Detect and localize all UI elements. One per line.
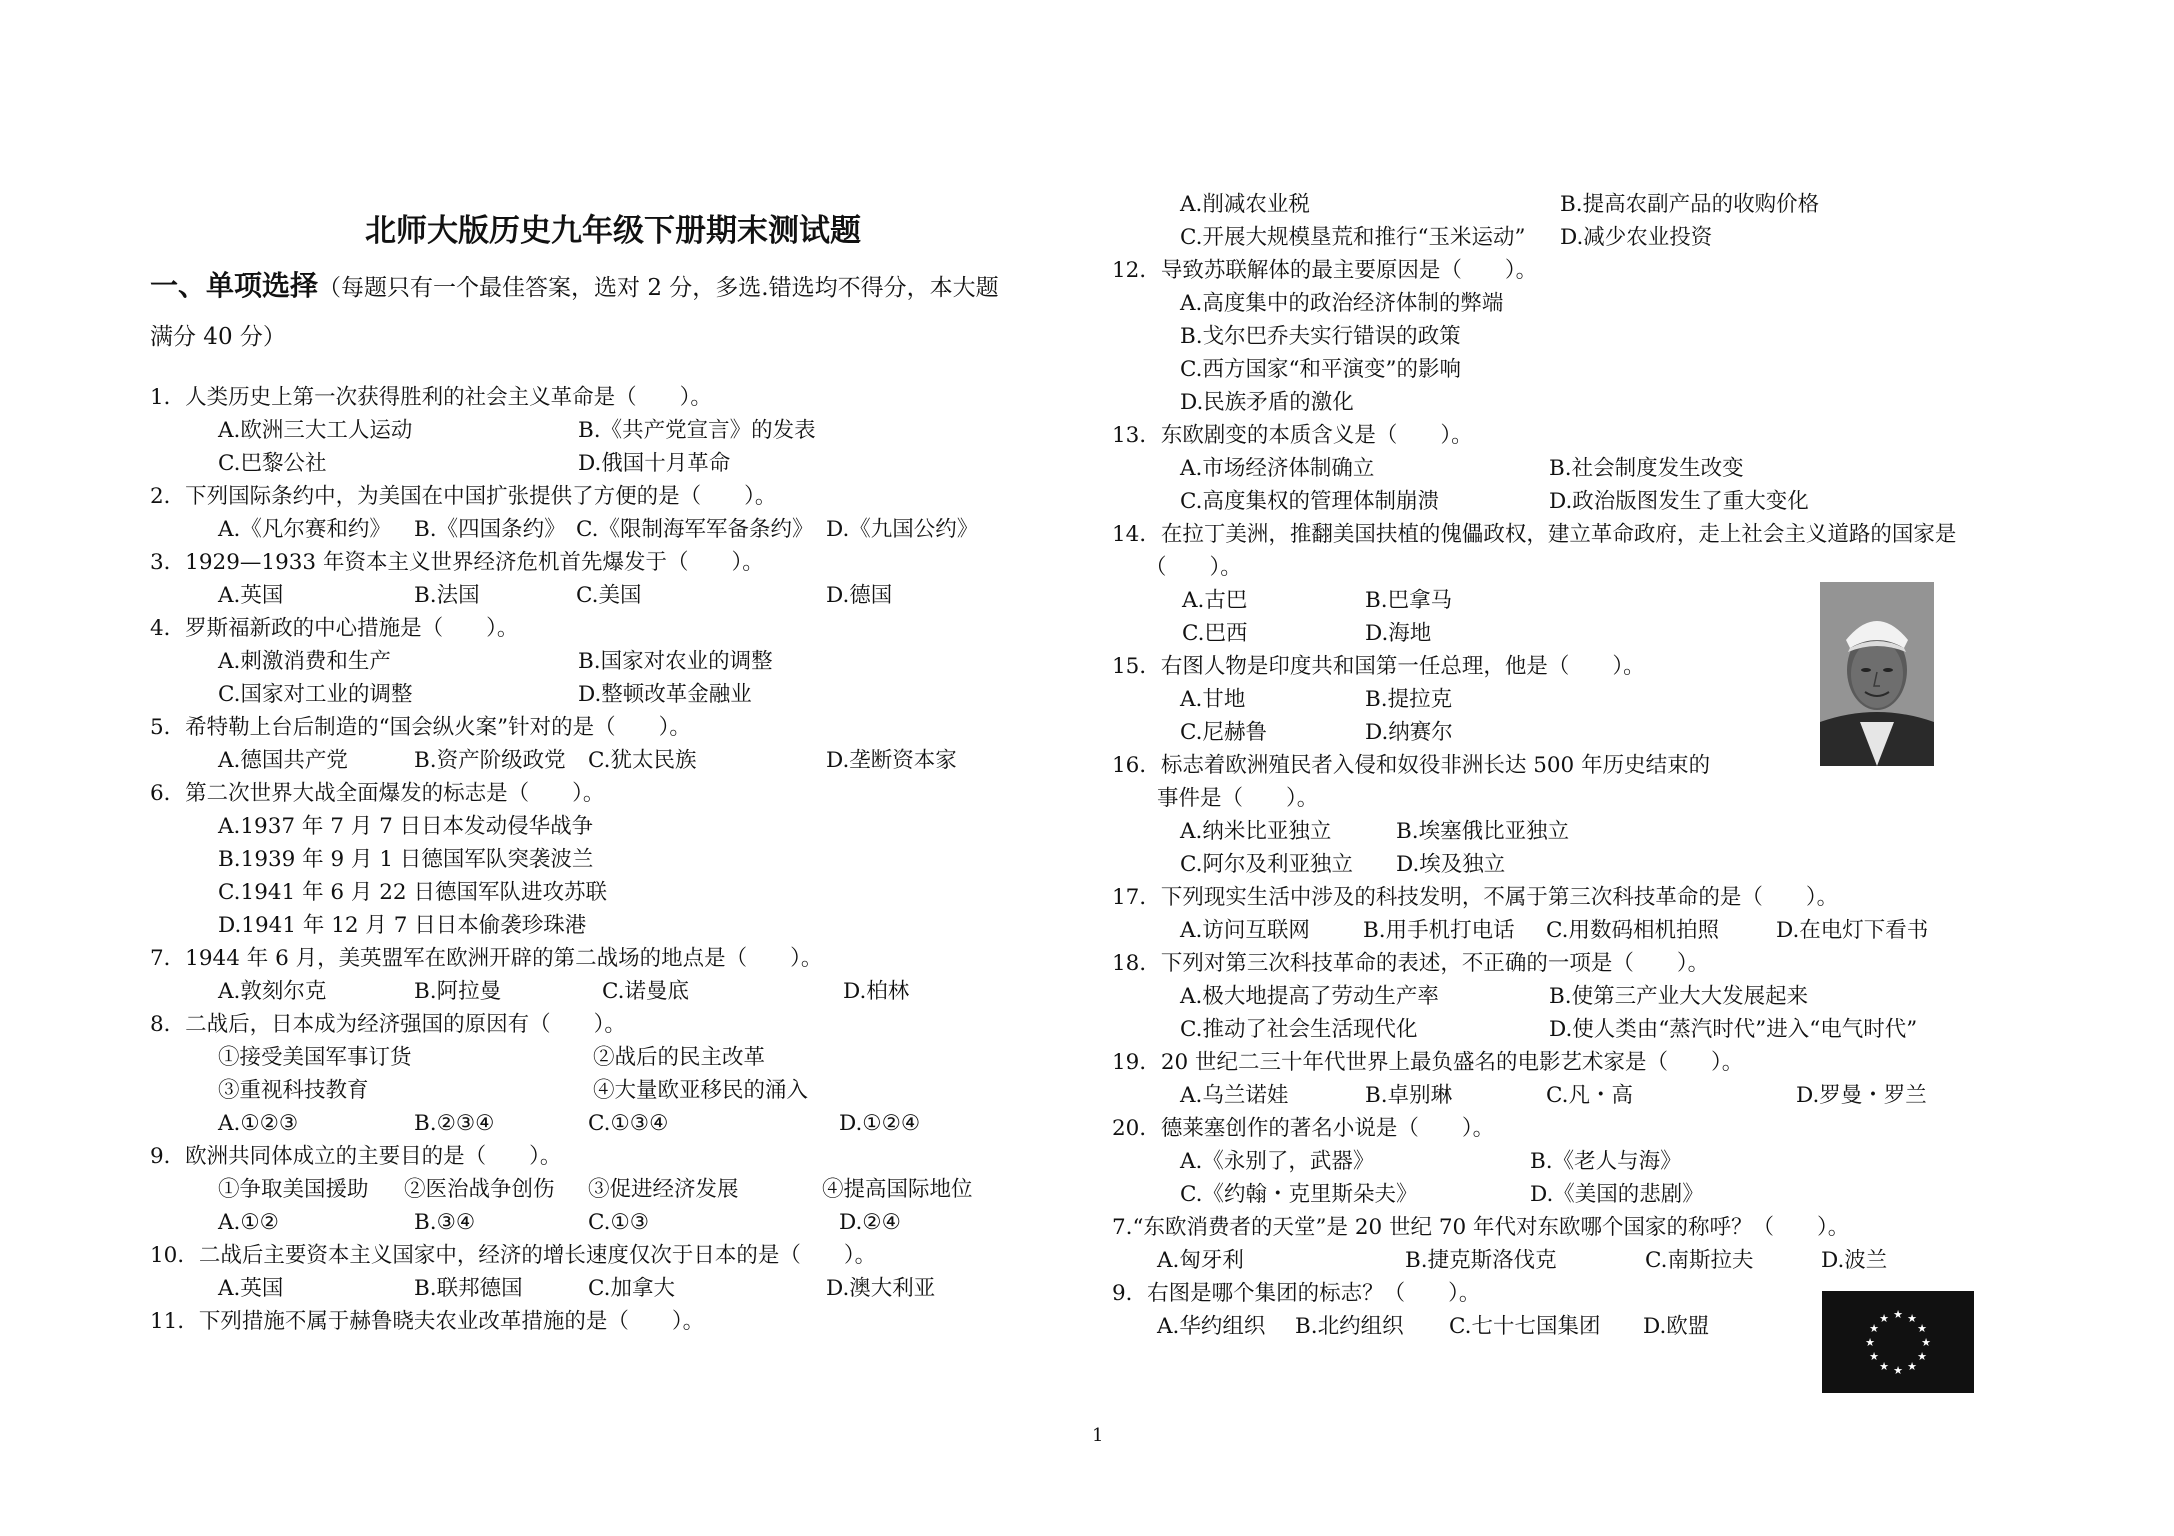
option-b: B.北约组织 [1295,1314,1404,1339]
option-a: A.刺激消费和生产 [218,649,391,674]
option-a: A.1937 年 7 月 7 日日本发动侵华战争 [218,814,594,839]
option-c: C.国家对工业的调整 [218,682,413,707]
item-4: ④提高国际地位 [822,1177,973,1202]
question-14-stem-2: （ ）。 [1145,555,1242,580]
option-d: D.纳赛尔 [1365,720,1453,745]
question-16-stem: 16．标志着欧洲殖民者入侵和奴役非洲长达 500 年历史结束的 [1112,753,1711,778]
option-c: C.阿尔及利亚独立 [1180,852,1354,877]
option-d: D.1941 年 12 月 7 日日本偷袭珍珠港 [218,913,587,938]
option-d: D.整顿改革金融业 [578,682,752,707]
question-15-stem: 15．右图人物是印度共和国第一任总理，他是（ ）。 [1112,654,1645,679]
svg-text:★: ★ [1893,1364,1903,1377]
question-14-stem: 14．在拉丁美洲，推翻美国扶植的傀儡政权，建立革命政府，走上社会主义道路的国家是 [1112,522,1957,547]
option-c: C.南斯拉夫 [1645,1248,1754,1273]
option-d: D.海地 [1365,621,1432,646]
option-b: B.埃塞俄比亚独立 [1396,819,1570,844]
option-b: B.《共产党宣言》的发表 [578,418,816,443]
option-b: B.1939 年 9 月 1 日德国军队突袭波兰 [218,847,594,872]
option-c: C.巴黎公社 [218,451,327,476]
question-3-stem: 3．1929—1933 年资本主义世界经济危机首先爆发于（ ）。 [150,550,764,575]
svg-text:★: ★ [1917,1350,1927,1363]
option-a: A.访问互联网 [1180,918,1310,943]
option-b: B.捷克斯洛伐克 [1405,1248,1557,1273]
svg-text:★: ★ [1921,1336,1931,1349]
option-a: A.英国 [218,1276,284,1301]
option-d: D.《美国的悲剧》 [1530,1182,1704,1207]
option-b: B.③④ [414,1210,476,1235]
question-4-stem: 4．罗斯福新政的中心措施是（ ）。 [150,616,519,641]
option-a: A.古巴 [1182,588,1248,613]
question-7-stem: 7．1944 年 6 月，美英盟军在欧洲开辟的第二战场的地点是（ ）。 [150,946,823,971]
option-a: A.匈牙利 [1157,1248,1244,1273]
question-10-stem: 10．二战后主要资本主义国家中，经济的增长速度仅次于日本的是（ ）。 [150,1243,877,1268]
option-d: D.减少农业投资 [1560,225,1713,250]
option-d: D.垄断资本家 [826,748,957,773]
svg-text:★: ★ [1869,1322,1879,1335]
option-b: B.巴拿马 [1365,588,1453,613]
section-note-2: 满分 40 分） [150,324,286,350]
option-c: C.高度集权的管理体制崩溃 [1180,489,1440,514]
option-c: C.推动了社会生活现代化 [1180,1017,1418,1042]
option-c: C.犹太民族 [588,748,697,773]
option-a: A.乌兰诺娃 [1180,1083,1289,1108]
question-2-stem: 2．下列国际条约中，为美国在中国扩张提供了方便的是（ ）。 [150,484,777,509]
question-6-stem: 6．第二次世界大战全面爆发的标志是（ ）。 [150,781,605,806]
option-a: A.高度集中的政治经济体制的弊端 [1180,291,1504,316]
option-a: A.市场经济体制确立 [1180,456,1375,481]
question-18-stem: 18．下列对第三次科技革命的表述，不正确的一项是（ ）。 [1112,951,1710,976]
option-d: D.在电灯下看书 [1776,918,1929,943]
nehru-portrait-icon [1820,582,1934,766]
option-a: A.削减农业税 [1180,192,1310,217]
option-a: A.敦刻尔克 [218,979,327,1004]
option-b: B.《四国条约》 [414,517,566,542]
option-a: A.华约组织 [1157,1314,1266,1339]
option-b: B.提拉克 [1365,687,1453,712]
question-19-stem: 19．20 世纪二三十年代世界上最负盛名的电影艺术家是（ ）。 [1112,1050,1744,1075]
item-2: ②战后的民主改革 [593,1045,766,1070]
option-c: C.①③④ [588,1111,669,1136]
question-8-stem: 8．二战后，日本成为经济强国的原因有（ ）。 [150,1012,626,1037]
option-b: B.阿拉曼 [414,979,502,1004]
option-a: A.①②③ [218,1111,299,1136]
question-17-stem: 17．下列现实生活中涉及的科技发明，不属于第三次科技革命的是（ ）。 [1112,885,1839,910]
option-b: B.法国 [414,583,480,608]
question-7b-stem: 7.“东欧消费者的天堂”是 20 世纪 70 年代对东欧哪个国家的称呼？（ ）。 [1112,1215,1850,1240]
option-a: A.英国 [218,583,284,608]
option-d: D.澳大利亚 [826,1276,936,1301]
item-1: ①争取美国援助 [218,1177,369,1202]
option-a: A.《永别了，武器》 [1180,1149,1375,1174]
page-number: 1 [1092,1425,1104,1446]
option-a: A.极大地提高了劳动生产率 [1180,984,1439,1009]
svg-text:★: ★ [1879,1360,1889,1373]
option-a: A.纳米比亚独立 [1180,819,1332,844]
option-c: C.①③ [588,1210,650,1235]
option-b: B.联邦德国 [414,1276,523,1301]
item-2: ②医治战争创伤 [404,1177,555,1202]
question-11-stem: 11．下列措施不属于赫鲁晓夫农业改革措施的是（ ）。 [150,1309,705,1334]
question-9b-stem: 9．右图是哪个集团的标志？（ ）。 [1112,1281,1481,1306]
option-c: C.诺曼底 [602,979,690,1004]
option-d: D.德国 [826,583,893,608]
option-b: B.资产阶级政党 [414,748,566,773]
option-c: C.美国 [576,583,642,608]
item-4: ④大量欧亚移民的涌入 [593,1078,809,1103]
svg-text:★: ★ [1893,1308,1903,1321]
option-c: C.西方国家“和平演变”的影响 [1180,357,1462,382]
svg-text:★: ★ [1907,1360,1917,1373]
option-a: A.欧洲三大工人运动 [218,418,413,443]
option-d: D.政治版图发生了重大变化 [1549,489,1809,514]
option-c: C.七十七国集团 [1449,1314,1601,1339]
option-c: C.加拿大 [588,1276,676,1301]
option-c: C.开展大规模垦荒和推行“玉米运动” [1180,225,1526,250]
svg-text:★: ★ [1879,1312,1889,1325]
option-d: D.埃及独立 [1396,852,1506,877]
option-d: D.罗曼・罗兰 [1796,1083,1927,1108]
option-c: C.《约翰・克里斯朵夫》 [1180,1182,1418,1207]
question-20-stem: 20．德莱塞创作的著名小说是（ ）。 [1112,1116,1495,1141]
svg-text:★: ★ [1907,1312,1917,1325]
option-b: B.使第三产业大大发展起来 [1549,984,1809,1009]
option-b: B.卓别琳 [1365,1083,1453,1108]
option-b: B.提高农副产品的收购价格 [1560,192,1820,217]
option-d: D.①②④ [839,1111,921,1136]
option-a: A.《凡尔赛和约》 [218,517,391,542]
option-d: D.俄国十月革命 [578,451,731,476]
option-b: B.国家对农业的调整 [578,649,773,674]
option-b: B.《老人与海》 [1530,1149,1682,1174]
option-c: C.1941 年 6 月 22 日德国军队进攻苏联 [218,880,607,905]
option-d: D.波兰 [1821,1248,1888,1273]
option-b: B.社会制度发生改变 [1549,456,1744,481]
item-3: ③重视科技教育 [218,1078,369,1103]
option-d: D.②④ [839,1210,901,1235]
question-5-stem: 5．希特勒上台后制造的“国会纵火案”针对的是（ ）。 [150,715,691,740]
option-a: A.甘地 [1180,687,1246,712]
svg-text:★: ★ [1865,1336,1875,1349]
option-c: C.凡・高 [1546,1083,1634,1108]
option-c: C.尼赫鲁 [1180,720,1268,745]
option-d: D.柏林 [843,979,910,1004]
option-c: C.巴西 [1182,621,1248,646]
question-9-stem: 9．欧洲共同体成立的主要目的是（ ）。 [150,1144,562,1169]
item-1: ①接受美国军事订货 [218,1045,412,1070]
section-heading [150,271,999,303]
svg-text:★: ★ [1869,1350,1879,1363]
option-a: A.①② [218,1210,279,1235]
option-b: B.②③④ [414,1111,495,1136]
svg-text:★: ★ [1917,1322,1927,1335]
option-a: A.德国共产党 [218,748,348,773]
option-d: D.民族矛盾的激化 [1180,390,1354,415]
option-d: D.《九国公约》 [826,517,979,542]
option-d: D.欧盟 [1643,1314,1710,1339]
item-3: ③促进经济发展 [588,1177,739,1202]
eu-flag-icon [1822,1291,1974,1393]
question-16-stem-2: 事件是（ ）。 [1157,786,1319,811]
option-c: C.用数码相机拍照 [1546,918,1720,943]
question-1-stem: 1．人类历史上第一次获得胜利的社会主义革命是（ ）。 [150,385,712,410]
option-b: B.戈尔巴乔夫实行错误的政策 [1180,324,1461,349]
section-title: 一、单项选择 [150,269,319,302]
option-d: D.使人类由“蒸汽时代”进入“电气时代” [1549,1017,1918,1042]
exam-title: 北师大版历史九年级下册期末测试题 [365,213,861,249]
question-13-stem: 13．东欧剧变的本质含义是（ ）。 [1112,423,1473,448]
option-c: C.《限制海军军备条约》 [576,517,814,542]
option-b: B.用手机打电话 [1363,918,1515,943]
section-note-1: （每题只有一个最佳答案，选对 2 分，多选.错选均不得分，本大题 [318,275,999,301]
question-12-stem: 12．导致苏联解体的最主要原因是（ ）。 [1112,258,1538,283]
